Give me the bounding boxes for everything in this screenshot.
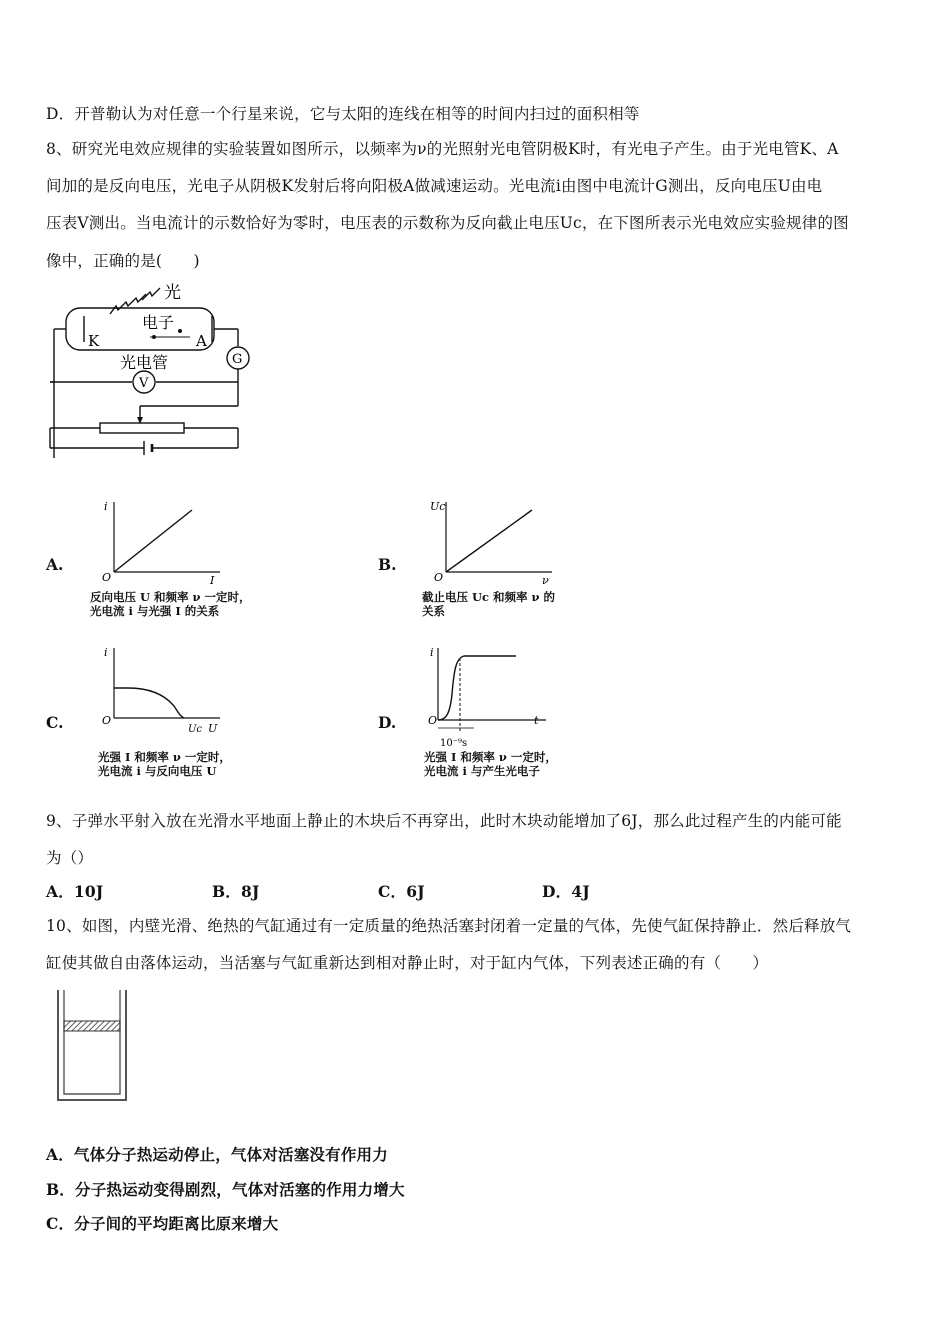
svg-text:Uc: Uc [430,500,446,513]
svg-text:O: O [434,571,444,584]
svg-text:i: i [104,500,108,513]
q8-option-d-label[interactable]: D. [378,713,397,732]
svg-text:ν: ν [542,574,549,586]
q8-option-c-label[interactable]: C. [46,713,64,732]
option-d-previous: D．开普勒认为对任意一个行星来说，它与太阳的连线在相等的时间内扫过的面积相等 [46,105,640,123]
photoelectric-circuit-diagram [40,278,260,458]
voltmeter-label: V [139,376,149,391]
q10-option-b[interactable]: B．分子热运动变得剧烈，气体对活塞的作用力增大 [46,1180,405,1199]
q10-option-a[interactable]: A．气体分子热运动停止，气体对活塞没有作用力 [46,1145,388,1164]
gas-cylinder-diagram [52,988,132,1104]
svg-text:I: I [210,574,215,586]
svg-text:O: O [102,571,112,584]
question-8-line-3: 压表V测出。当电流计的示数恰好为零时，电压表的示数称为反向截止电压Uc，在下图所表示光电效应实验规律的图 [46,214,849,232]
electron-label: 电子 [142,313,175,332]
svg-text:10⁻⁹s: 10⁻⁹s [440,738,468,748]
cathode-label: K [88,332,100,350]
q8-option-b-label[interactable]: B. [378,555,397,574]
question-8-line-1: 8、研究光电效应规律的实验装置如图所示，以频率为ν的光照射光电管阴极K时，有光电子产生。由于光电管K、A [46,140,839,158]
light-label: 光 [164,283,181,303]
svg-text:i: i [104,646,108,659]
q9-option-b[interactable]: B．8J [212,882,260,901]
svg-text:O: O [102,714,112,727]
q8-option-a-label[interactable]: A. [46,555,64,574]
question-8-line-4: 像中，正确的是( ) [46,252,200,270]
q8-option-a-graph [98,496,228,586]
question-9-line-2: 为（） [46,849,94,867]
svg-text:Uc: Uc [188,724,203,735]
q10-option-c[interactable]: C．分子间的平均距离比原来增大 [46,1214,279,1233]
svg-text:O: O [428,714,438,727]
q8-option-a-caption: 反向电压 U 和频率 ν 一定时， 光电流 i 与光强 I 的关系 [90,590,251,618]
q8-option-b-graph [428,496,558,586]
q9-option-c[interactable]: C．6J [378,882,425,901]
q8-option-d-graph [422,644,552,748]
question-9-line-1: 9、子弹水平射入放在光滑水平地面上静止的木块后不再穿出，此时木块动能增加了6J，那么此过程产生的内能可能 [46,812,842,830]
q8-option-b-caption: 截止电压 Uc 和频率 ν 的 关系 [422,590,556,618]
svg-text:i: i [430,646,434,659]
q9-option-a[interactable]: A．10J [46,882,104,901]
q8-option-d-caption: 光强 I 和频率 ν 一定时， 光电流 i 与产生光电子 [424,750,557,778]
svg-text:U: U [208,722,218,735]
svg-text:t: t [534,714,539,727]
question-10-line-1: 10、如图，内壁光滑、绝热的气缸通过有一定质量的绝热活塞封闭着一定量的气体，先使气缸保持静止．然后释放气 [46,917,852,935]
tube-label: 光电管 [120,353,169,372]
question-10-line-2: 缸使其做自由落体运动，当活塞与气缸重新达到相对静止时，对于缸内气体，下列表述正确的有（ ） [46,954,769,972]
q8-option-c-caption: 光强 I 和频率 ν 一定时， 光电流 i 与反向电压 U [98,750,231,778]
question-8-line-2: 间加的是反向电压，光电子从阴极K发射后将向阳极A做减速运动。光电流i由图中电流计G测出，反向电压U由电 [46,177,823,195]
galvanometer-label: G [232,352,243,367]
q9-option-d[interactable]: D．4J [542,882,590,901]
q8-option-c-graph [98,644,228,736]
anode-label: A [196,332,207,350]
